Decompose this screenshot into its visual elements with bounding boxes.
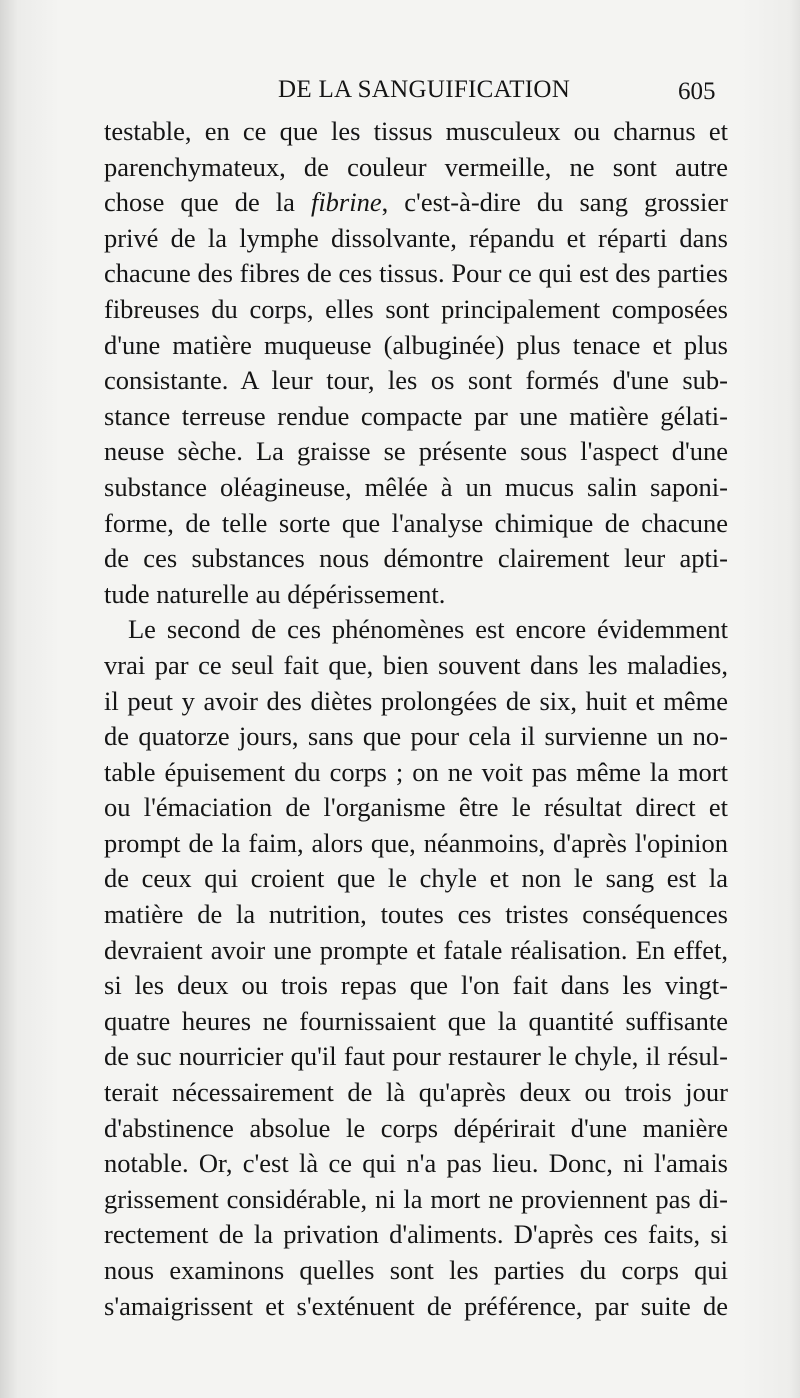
text-line: prompt de la faim, alors que, néanmoins, d'après l'opinion — [104, 827, 728, 858]
text-line: notable. Or, c'est là ce qui n'a pas lieu. Donc, ni l'amais — [104, 1148, 728, 1179]
text-line: terait nécessairement de là qu'après deux ou trois jour — [104, 1077, 728, 1108]
text-line: nous examinons quelles sont les parties du corps qui — [104, 1255, 728, 1285]
text-line: vrai par ce seul fait que, bien souvent dans les maladies, — [104, 649, 728, 680]
text-line: neuse sèche. La graisse se présente sous l'aspect d'une — [104, 436, 728, 467]
running-title: DE LA SANGUIFICATION — [278, 76, 571, 103]
text-line: devraient avoir une prompte et fatale réalisation. En effet, — [104, 934, 728, 965]
page-header — [0, 76, 800, 112]
text-line: quatre heures ne fournissaient que la quantité suffisante — [104, 1005, 728, 1036]
text-line: privé de la lymphe dissolvante, répandu et réparti dans — [104, 222, 728, 253]
text-line: chacune des fibres de ces tissus. Pour ce qui est des parties — [104, 258, 728, 289]
text-line: il peut y avoir des diètes prolongées de six, huit et même — [104, 685, 728, 716]
text-line: s'amaigrissent et s'exténuent de préférence, par suite de — [104, 1290, 728, 1321]
text-line: de ces substances nous démontre clairement leur apti- — [104, 543, 728, 574]
text-line: forme, de telle sorte que l'analyse chimique de chacune — [104, 507, 728, 538]
text-line: fibreuses du corps, elles sont principalement composées — [104, 293, 728, 324]
text-line — [104, 185, 728, 221]
text-line: de quatorze jours, sans que pour cela il survienne un no- — [104, 721, 728, 752]
text-line: parenchymateux, de couleur vermeille, ne sont autre — [104, 151, 728, 182]
text-line: Le second de ces phénomènes est encore évidemment — [128, 614, 728, 645]
text-line: matière de la nutrition, toutes ces tristes conséquences — [104, 899, 728, 930]
text-line: grissement considérable, ni la mort ne proviennent pas di- — [104, 1183, 728, 1214]
text-line: testable, en ce que les tissus musculeux ou charnus et — [104, 116, 728, 146]
page-number: 605 — [678, 78, 716, 105]
text-line: d'une matière muqueuse (albuginée) plus tenace et plus — [104, 329, 728, 360]
text-line: rectement de la privation d'aliments. D'après ces faits, si — [104, 1219, 728, 1250]
text-line: stance terreuse rendue compacte par une matière gélati- — [104, 400, 728, 431]
text-line: consistante. A leur tour, les os sont formés d'une sub- — [104, 365, 728, 396]
text-line: tude naturelle au dépérissement. — [104, 578, 446, 609]
text-line: d'abstinence absolue le corps dépérirait d'une manière — [104, 1112, 728, 1143]
text-line: si les deux ou trois repas que l'on fait dans les vingt- — [104, 970, 728, 1001]
body-text — [104, 114, 728, 1324]
text-line: de ceux qui croient que le chyle et non le sang est la — [104, 863, 728, 894]
text-line: table épuisement du corps ; on ne voit pas même la mort — [104, 756, 728, 787]
text-line: de suc nourricier qu'il faut pour restaurer le chyle, il résul- — [104, 1041, 728, 1072]
text-line: substance oléagineuse, mêlée à un mucus salin saponi- — [104, 471, 728, 502]
text-segment: chose que de la — [104, 187, 295, 218]
text-segment: , c'est-à-dire du sang grossier — [381, 187, 729, 218]
text-line: ou l'émaciation de l'organisme être le résultat direct et — [104, 792, 728, 823]
italic-term: fibrine — [310, 187, 382, 218]
